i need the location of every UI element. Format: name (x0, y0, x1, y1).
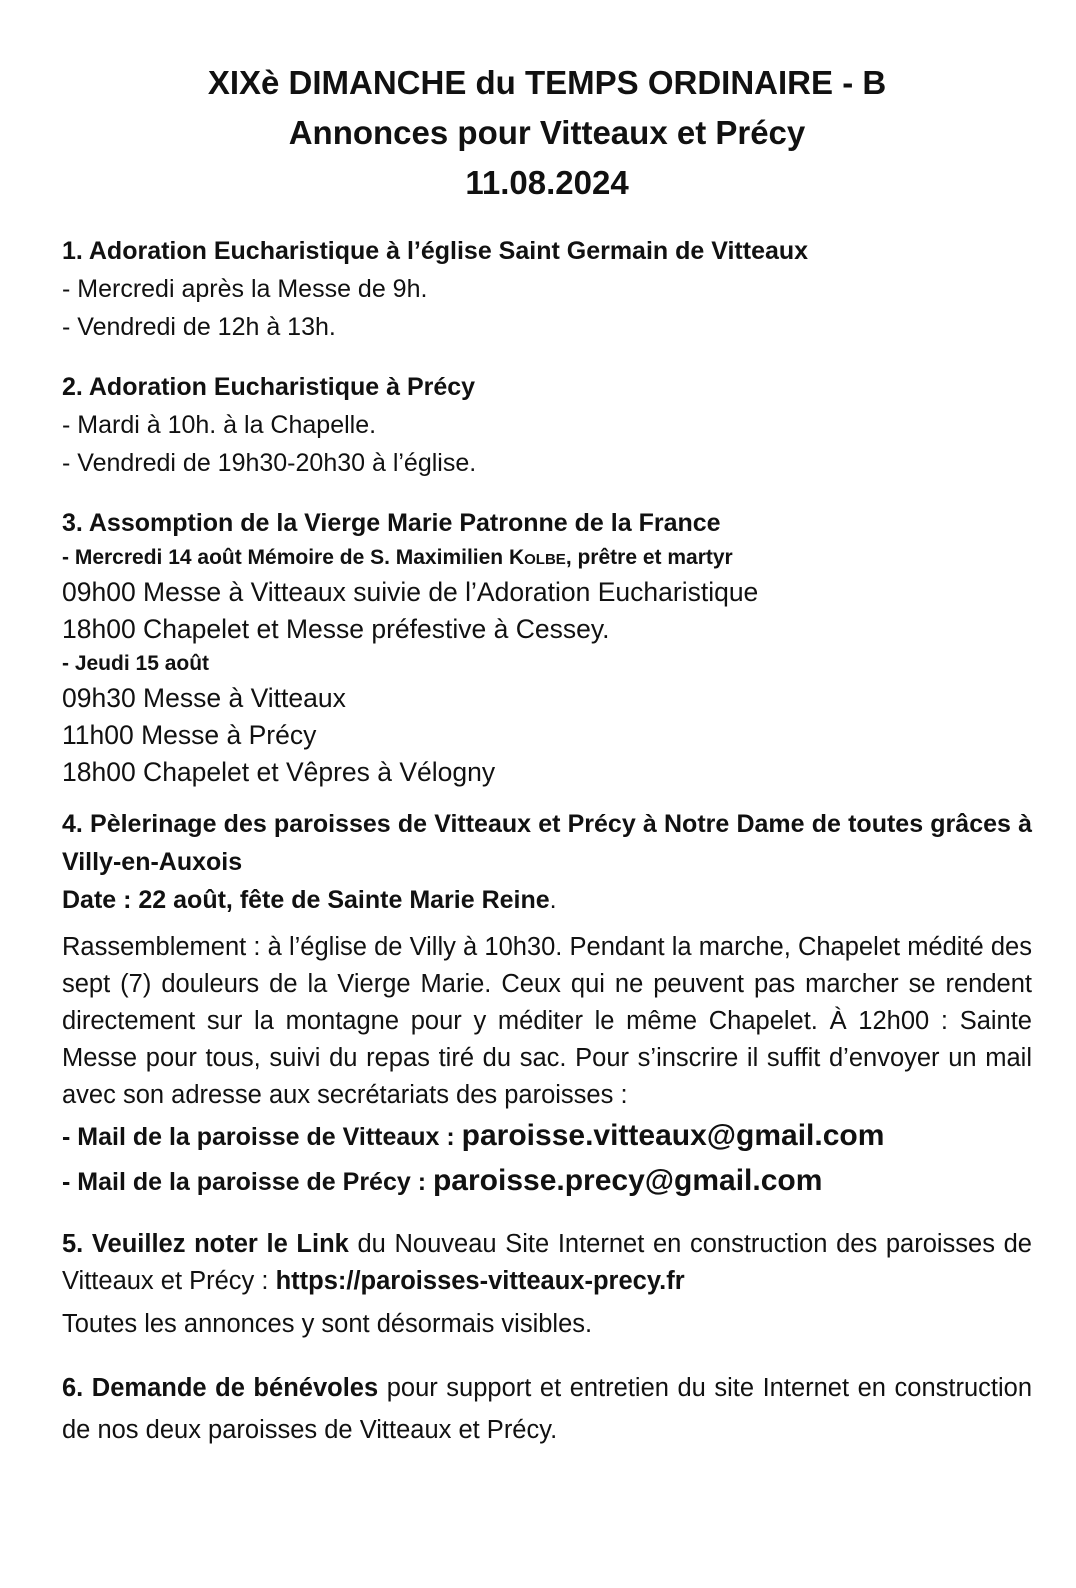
page-subtitle: Annonces pour Vitteaux et Précy (288, 114, 806, 151)
pilgrimage-date-end: . (549, 886, 557, 914)
section-2-item: - Vendredi de 19h30-20h30 à l’église. (62, 449, 477, 477)
section-5-body: du Nouveau Site Internet en construction des paroisses de Vitteaux et Précy : (62, 1230, 1032, 1295)
section-4-title: 4. Pèlerinage des paroisses de Vitteaux et Précy à Notre Dame de toutes grâces à Villy-en-Auxois (62, 810, 1032, 876)
schedule-item: 11h00 Messe à Précy (62, 720, 317, 750)
mail-vitteaux (62, 1114, 1032, 1159)
section-2 (62, 368, 1032, 482)
section-4-body: Rassemblement : à l’église de Villy à 10h30. Pendant la marche, Chapelet médité des sept (7) douleurs de la Vierge Marie. Ceux qui ne peuvent pas marcher se rendent directement sur la montagne pour y méditer le même Chapelet. À 12h00 : Sainte Messe pour tous, suivi du repas tiré du sac. Pour s’inscrire il suffit d’envoyer un mail avec son adresse aux secrétariats des paroisses : (62, 933, 1032, 1109)
section-3-day2: - Jeudi 15 août (62, 652, 210, 675)
section-1-item: - Vendredi de 12h à 13h. (62, 313, 336, 341)
section-2-title: 2. Adoration Eucharistique à Précy (62, 373, 476, 401)
section-2-item: - Mardi à 10h. à la Chapelle. (62, 411, 377, 439)
section-6-text (62, 1367, 1032, 1451)
section-3 (62, 504, 1032, 791)
section-3-day1 (62, 542, 1032, 574)
day1-saint-name: Kolbe (508, 546, 566, 569)
section-4 (62, 805, 1032, 1204)
schedule-item: 18h00 Chapelet et Messe préfestive à Cessey. (62, 614, 610, 644)
page-title: XIXè DIMANCHE du TEMPS ORDINAIRE - B (207, 64, 887, 101)
section-3-title: 3. Assomption de la Vierge Marie Patronne de la France (62, 509, 721, 537)
website-link[interactable]: https://paroisses-vitteaux-precy.fr (275, 1267, 685, 1295)
schedule-item: 09h00 Messe à Vitteaux suivie de l’Adoration Eucharistique (62, 577, 759, 607)
schedule-item: 18h00 Chapelet et Vêpres à Vélogny (62, 757, 496, 787)
section-1-title: 1. Adoration Eucharistique à l’église Saint Germain de Vitteaux (62, 237, 809, 265)
mail-vitteaux-label: - Mail de la paroisse de Vitteaux : (62, 1123, 462, 1151)
page-header (62, 58, 1032, 208)
page-date: 11.08.2024 (465, 164, 629, 201)
day1-suffix: , prêtre et martyr (565, 546, 733, 569)
section-5-text (62, 1226, 1032, 1300)
section-1 (62, 232, 1032, 346)
section-6-body: pour support et entretien du site Internet en construction de nos deux paroisses de Vitteaux et Précy. (62, 1374, 1032, 1444)
mail-precy (62, 1159, 1032, 1204)
pilgrimage-date: Date : 22 août, fête de Sainte Marie Reine (62, 886, 550, 914)
mail-precy-label: - Mail de la paroisse de Précy : (62, 1168, 433, 1196)
mail-precy-address[interactable]: paroisse.precy@gmail.com (432, 1164, 823, 1197)
section-5-title: 5. Veuillez noter le Link (62, 1230, 349, 1258)
section-6 (62, 1367, 1032, 1451)
day1-prefix: - Mercredi 14 août Mémoire de S. Maximilien (62, 546, 509, 569)
section-5 (62, 1226, 1032, 1343)
mail-vitteaux-address[interactable]: paroisse.vitteaux@gmail.com (461, 1119, 885, 1152)
section-6-title: 6. Demande de bénévoles (62, 1374, 379, 1402)
section-4-date (62, 881, 1032, 919)
schedule-item: 09h30 Messe à Vitteaux (62, 683, 346, 713)
section-5-note: Toutes les annonces y sont désormais visibles. (62, 1310, 593, 1338)
section-1-item: - Mercredi après la Messe de 9h. (62, 275, 428, 303)
